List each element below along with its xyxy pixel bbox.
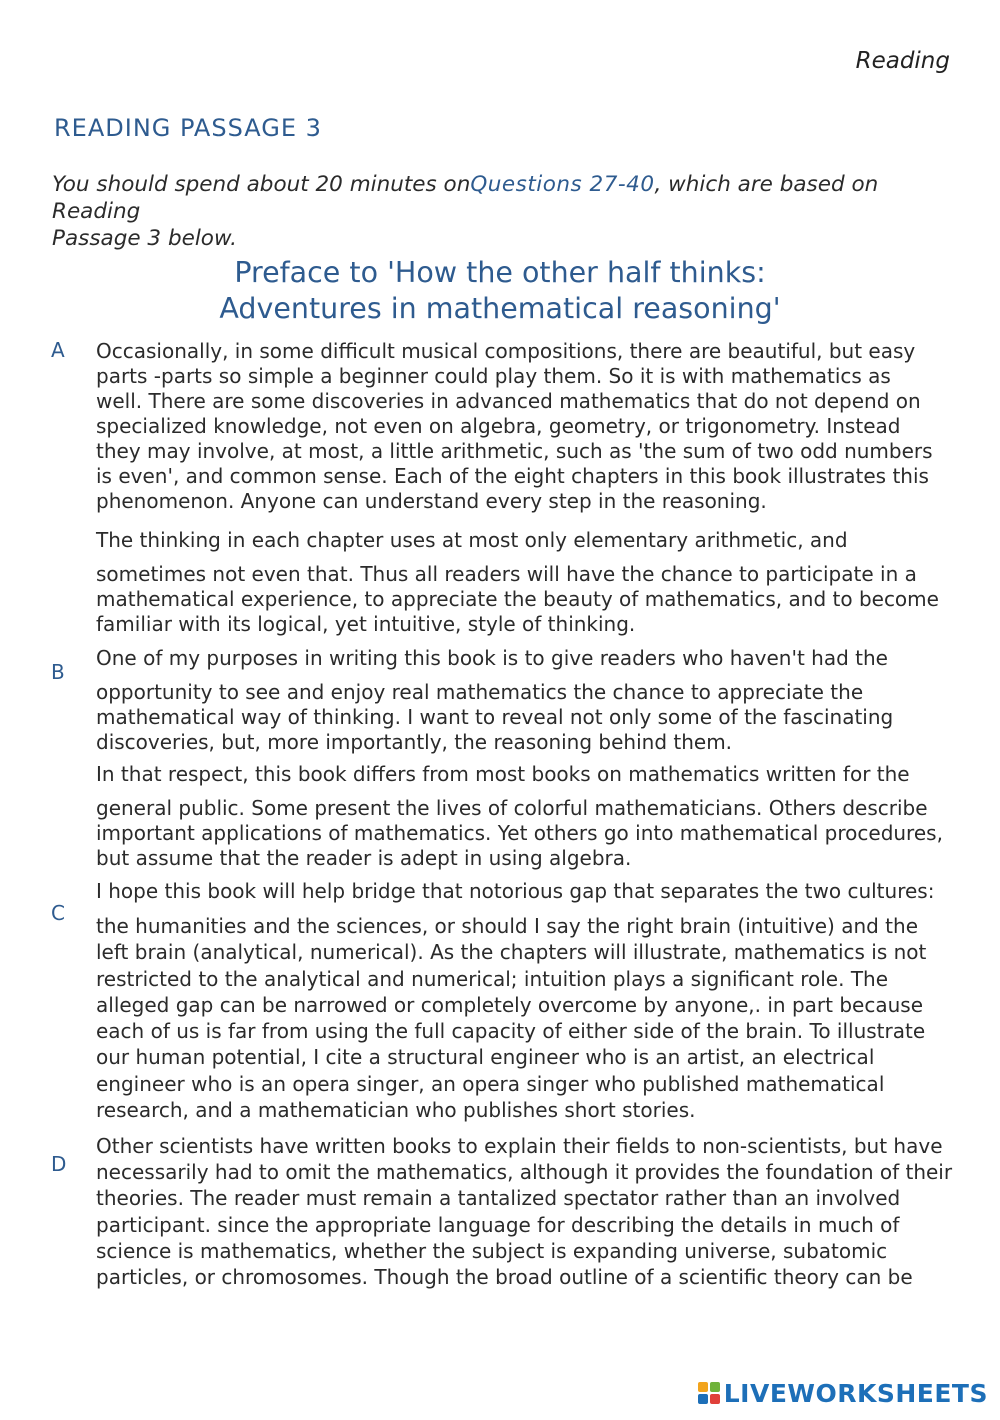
paragraph-line: restricted to the analytical and numerical; intuition plays a significant role. The — [96, 966, 889, 991]
paragraph-b2-first — [96, 762, 966, 787]
liveworksheets-logo[interactable] — [698, 1378, 988, 1408]
paragraph-line: Occasionally, in some difficult musical compositions, there are beautiful, but easy — [96, 339, 916, 363]
paragraph-line: they may involve, at most, a little arithmetic, such as 'the sum of two odd numbers — [96, 439, 933, 463]
article-title-line1: Preface to 'How the other half thinks: — [234, 256, 766, 289]
logo-square — [710, 1394, 720, 1404]
paragraph-line: each of us is far from using the full capacity of either side of the brain. To illustrate — [96, 1019, 926, 1044]
paragraph-line: mathematical way of thinking. I want to reveal not only some of the fascinating — [96, 705, 894, 729]
paragraph-line: One of my purposes in writing this book is to give readers who haven't had the — [96, 646, 888, 670]
paragraph-line: particles, or chromosomes. Though the broad outline of a scientific theory can be — [96, 1264, 913, 1289]
paragraph-line: general public. Some present the lives of colorful mathematicians. Others describe — [96, 796, 928, 820]
paragraph-line: science is mathematics, whether the subject is expanding universe, subatomic — [96, 1238, 888, 1263]
paragraph-c1-first — [96, 879, 966, 904]
paragraph-a1 — [96, 339, 966, 514]
paragraph-line: parts -parts so simple a beginner could play them. So it is with mathematics as — [96, 364, 891, 388]
paragraph-b1 — [96, 680, 966, 755]
paragraph-letter-b: B — [51, 660, 65, 684]
paragraph-letter-d: D — [51, 1152, 67, 1176]
article-title — [0, 255, 1000, 327]
paragraph-line: phenomenon. Anyone can understand every step in the reasoning. — [96, 489, 767, 513]
instructions-text: You should spend about 20 minutes on — [52, 172, 471, 197]
paragraph-line: but assume that the reader is adept in using algebra. — [96, 846, 632, 870]
paragraph-a2-first — [96, 528, 966, 553]
logo-grid-icon — [698, 1382, 720, 1404]
paragraph-line: research, and a mathematician who publishes short stories. — [96, 1098, 696, 1123]
article-title-line2: Adventures in mathematical reasoning' — [219, 292, 781, 325]
instructions-text-cont: , which are based on Reading — [52, 172, 879, 224]
paragraph-line: left brain (analytical, numerical). As the chapters will illustrate, mathematics is not — [96, 940, 927, 965]
paragraph-line: the humanities and the sciences, or should I say the right brain (intuitive) and the — [96, 914, 919, 938]
paragraph-line: familiar with its logical, yet intuitive, style of thinking. — [96, 612, 636, 636]
instructions-text-line2: Passage 3 below. — [52, 226, 237, 251]
paragraph-line: Other scientists have written books to explain their fields to non-scientists, but have — [96, 1134, 943, 1158]
logo-square — [710, 1382, 720, 1392]
paragraph-line: our human potential, I cite a structural engineer who is an artist, an electrical — [96, 1045, 875, 1070]
paragraph-c1 — [96, 914, 966, 1123]
paragraph-line: opportunity to see and enjoy real mathematics the chance to appreciate the — [96, 680, 864, 704]
paragraph-line: sometimes not even that. Thus all readers will have the chance to participate in a — [96, 562, 917, 586]
paragraph-line: is even', and common sense. Each of the eight chapters in this book illustrates this — [96, 464, 929, 488]
paragraph-b1-first — [96, 646, 966, 671]
paragraph-line: The thinking in each chapter uses at most only elementary arithmetic, and — [96, 528, 848, 552]
paragraph-a2 — [96, 562, 966, 637]
questions-range: Questions 27-40 — [470, 172, 655, 197]
paragraph-letter-a: A — [51, 338, 65, 362]
paragraph-line: participant. since the appropriate language for describing the details in much of — [96, 1212, 900, 1237]
paragraph-line: theories. The reader must remain a tantalized spectator rather than an involved — [96, 1186, 901, 1211]
instructions — [52, 171, 952, 252]
paragraph-line: discoveries, but, more importantly, the reasoning behind them. — [96, 730, 733, 754]
paragraph-line: In that respect, this book differs from most books on mathematics written for the — [96, 762, 910, 786]
paragraph-line: necessarily had to omit the mathematics, although it provides the foundation of their — [96, 1160, 953, 1185]
logo-text: LIVEWORKSHEETS — [723, 1378, 988, 1408]
paragraph-line: engineer who is an opera singer, an opera singer who published mathematical — [96, 1071, 885, 1096]
paragraph-b2 — [96, 796, 966, 871]
paragraph-line: alleged gap can be narrowed or completely overcome by anyone,. in part because — [96, 992, 923, 1017]
paragraph-line: important applications of mathematics. Yet others go into mathematical procedures, — [96, 821, 943, 845]
paragraph-d — [96, 1134, 966, 1290]
paragraph-letter-c: C — [51, 901, 65, 925]
section-label: Reading — [855, 48, 950, 74]
paragraph-line: mathematical experience, to appreciate the beauty of mathematics, and to become — [96, 587, 939, 611]
passage-title: READING PASSAGE 3 — [54, 114, 322, 142]
logo-square — [698, 1382, 708, 1392]
logo-square — [698, 1394, 708, 1404]
paragraph-line: well. There are some discoveries in advanced mathematics that do not depend on — [96, 389, 921, 413]
paragraph-line: specialized knowledge, not even on algebra, geometry, or trigonometry. Instead — [96, 414, 901, 438]
paragraph-line: I hope this book will help bridge that notorious gap that separates the two cultures: — [96, 879, 935, 903]
